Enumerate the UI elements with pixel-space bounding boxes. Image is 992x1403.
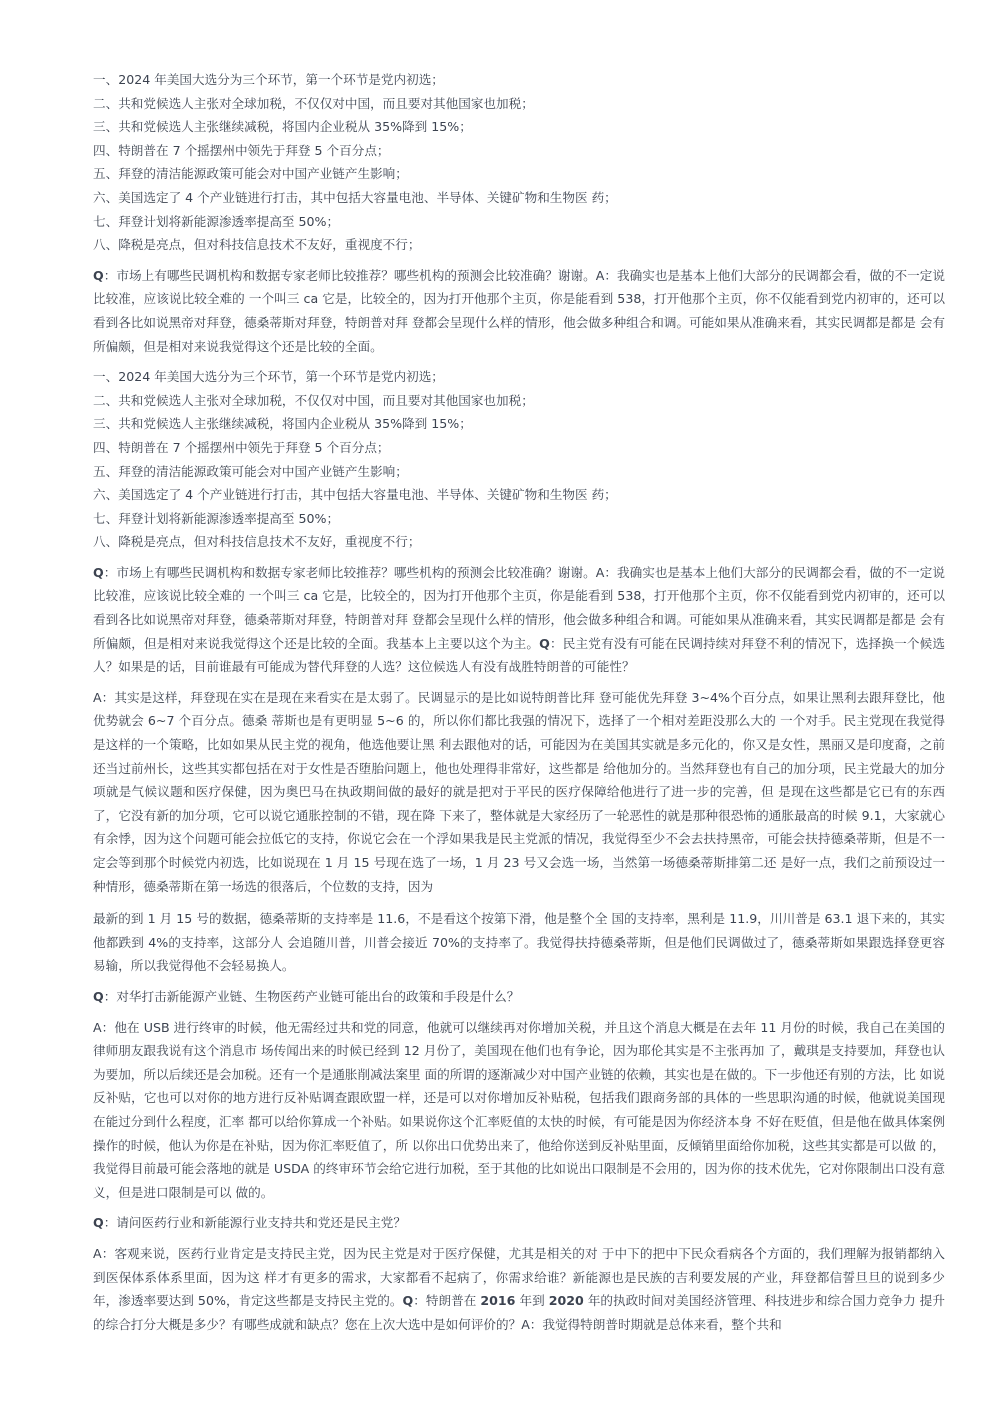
year-end: 2020	[548, 1293, 584, 1309]
question-text: ：对华打击新能源产业链、生物医药产业链可能出台的政策和手段是什么？	[103, 988, 520, 1004]
list-item: 二、共和党候选人主张对全球加税，不仅仅对中国，而且要对其他国家也加税；	[93, 95, 534, 111]
summary-list-1	[93, 68, 945, 257]
list-item: 七、拜登计划将新能源渗透率提高至 50%；	[93, 510, 340, 526]
qa-text: ：市场上有哪些民调机构和数据专家老师比较推荐？哪些机构的预测会比较准确？谢谢。A：我确实也是基本上他们大部分的民调都会看，做的不一定说比较准，应该说比较全难的 一个叫三 ca 它是，比较全的，因为打开他那个主页，你是能看到 538，打开他那个主页，你不仅能看到党内初审的，还可以看到各比如说黑帝对拜登，德桑蒂斯对拜登，特朗普对拜 登都会呈现什么样的情形，他会做多种组合和调。可能如果从准确来看，其实民调都是都是 会有所偏颇，但是相对来说我觉得这个还是比较的全面。我基本上主要以这个为主。	[93, 564, 945, 651]
question-text: ：请问医药行业和新能源行业支持共和党还是民主党？	[103, 1215, 406, 1231]
list-item: 三、共和党候选人主张继续减税，将国内企业税从 35%降到 15%；	[93, 416, 472, 432]
question-paragraph-3	[93, 985, 945, 1009]
list-item: 四、特朗普在 7 个摇摆州中领先于拜登 5 个百分点；	[93, 439, 390, 455]
list-item: 六、美国选定了 4 个产业链进行打击，其中包括大容量电池、半导体、关键矿物和生物医 药；	[93, 189, 617, 205]
list-item: 四、特朗普在 7 个摇摆州中领先于拜登 5 个百分点；	[93, 142, 390, 158]
qa-paragraph-2	[93, 561, 945, 679]
list-item: 二、共和党候选人主张对全球加税，不仅仅对中国，而且要对其他国家也加税；	[93, 392, 534, 408]
list-item: 八、降税是亮点，但对科技信息技术不友好，重视度不行；	[93, 237, 421, 253]
question-text: ：特朗普在	[413, 1293, 481, 1309]
qa-paragraph-1	[93, 264, 945, 358]
year-start: 2016	[480, 1293, 516, 1309]
question-text: 年到	[515, 1293, 549, 1309]
document-body	[93, 68, 945, 1336]
question-marker: Q	[539, 635, 550, 651]
answer-paragraph-4	[93, 1242, 945, 1336]
list-item: 一、2024 年美国大选分为三个环节，第一个环节是党内初选；	[93, 72, 444, 87]
question-marker: Q	[93, 1215, 104, 1231]
question-text: 年的执政时间对美国经济管理、科技进步和综合国力竞争力 提升的综合打分大概是多少？有哪些成就和缺点？您在上次大选中是如何评价的？A：我觉得特朗普时期就是总体来看，整个共和	[93, 1293, 946, 1332]
list-item: 八、降税是亮点，但对科技信息技术不友好，重视度不行；	[93, 534, 421, 550]
list-item: 三、共和党候选人主张继续减税，将国内企业税从 35%降到 15%；	[93, 119, 472, 135]
summary-list-2	[93, 365, 945, 554]
question-marker: Q	[93, 988, 104, 1004]
answer-text: A：客观来说，医药行业肯定是支持民主党，因为民主党是对于医疗保健，尤其是相关的对 于中下的把中下民众看病各个方面的，我们理解为报销都纳入到医保体系体系里面，因为这 样才有更多的需求，大家都看不起病了，你需求给谁？新能源也是民族的吉利要发展的产业，拜登都信誓旦旦的说到多少年，渗透率要达到 50%，肯定这些都是支持民主党的。	[93, 1245, 945, 1309]
list-item: 七、拜登计划将新能源渗透率提高至 50%；	[93, 213, 340, 229]
answer-paragraph-2: 最新的到 1 月 15 号的数据，德桑蒂斯的支持率是 11.6，不是看这个按第下滑，他是整个全 国的支持率，黑利是 11.9，川川普是 63.1 退下来的，其实他都跌到 4%的支持率，这部分人 会追随川普，川普会接近 70%的支持率了。我觉得扶持德桑蒂斯，但是他们民调做过了，德桑蒂斯如果跟选择登更容易输，所以我觉得他不会轻易换人。	[93, 911, 945, 974]
question-marker: Q	[402, 1293, 414, 1309]
qa-text: ：民主党有没有可能在民调持续对拜登不利的情况下，选择换一个候选人？如果是的话，目前谁最有可能成为替代拜登的人选？这位候选人有没有战胜特朗普的可能性？	[93, 635, 946, 675]
list-item: 五、拜登的清洁能源政策可能会对中国产业链产生影响；	[93, 463, 408, 479]
question-marker: Q	[93, 564, 104, 580]
qa-text: ：市场上有哪些民调机构和数据专家老师比较推荐？哪些机构的预测会比较准确？谢谢。A：我确实也是基本上他们大部分的民调都会看，做的不一定说比较准，应该说比较全难的 一个叫三 ca 它是，比较全的，因为打开他那个主页，你是能看到 538，打开他那个主页，你不仅能看到党内初审的，还可以看到各比如说黑帝对拜登，德桑蒂斯对拜登，特朗普对拜 登都会呈现什么样的情形，他会做多种组合和调。可能如果从准确来看，其实民调都是都是 会有所偏颇，但是相对来说我觉得这个还是比较的全面。	[93, 267, 945, 354]
answer-paragraph-1: A：其实是这样，拜登现在实在是现在来看实在是太弱了。民调显示的是比如说特朗普比拜 登可能优先拜登 3~4%个百分点，如果让黑利去跟拜登比，他优势就会 6~7 个百分点。德桑 蒂斯也是有更明显 5~6 的，所以你们都比我强的情况下，选择了一个相对差距没那么大的 一个对手。民主党现在我觉得是这样的一个策略，比如如果从民主党的视角，他选他要让黑 利去跟他对的话，可能因为在美国其实就是多元化的，你又是女性，黑丽又是印度裔，之前 还当过前州长，这些其实都包括在对于女性是否堕胎问题上，他也处理得非常好，这些都是 给他加分的。当然拜登也有自己的加分项，民主党最大的加分项就是气候议题和医疗保健，因为奥巴马在执政期间做的最好的就是把对于平民的医疗保障给他进行了进一步的完善，但 是现在这些都是它已有的东西了，它没有新的加分项，它可以说它通胀控制的不错，现在降 下来了，整体就是大家经历了一轮恶性的就是那种很恐怖的通胀最高的时候 9.1，大家就心 有余悸，因为这个问题可能会拉低它的支持，你说它会在一个浮如果我是民主党派的情况，我觉得至少不会去扶持黑帝，可能会扶持德桑蒂斯，但是不一定会等到那个时候党内初选，比如说现在 1 月 15 号现在选了一场，1 月 23 号又会选一场，当然第一场德桑蒂斯排第二还 是好一点，我们之前预设过一种情形，德桑蒂斯在第一场选的很落后，个位数的支持，因为	[93, 689, 945, 894]
list-item: 六、美国选定了 4 个产业链进行打击，其中包括大容量电池、半导体、关键矿物和生物医 药；	[93, 487, 617, 503]
question-marker: Q	[93, 267, 104, 283]
list-item: 五、拜登的清洁能源政策可能会对中国产业链产生影响；	[93, 166, 408, 182]
answer-paragraph-3: A：他在 USB 进行终审的时候，他无需经过共和党的同意，他就可以继续再对你增加关税，并且这个消息大概是在去年 11 月份的时候，我自己在美国的律师朋友跟我说有这个消息市 场传闻出来的时候已经到 12 月份了，美国现在他们也有争论，因为耶伦其实是不主张再加 了，戴琪是支持要加，拜登也认为要加，所以后续还是会加税。还有一个是通胀削减法案里 面的所谓的逐渐减少对中国产业链的依赖，其实也是在做的。下一步他还有别的方法，比 如说反补贴，它也可以对你的地方进行反补贴调查跟欧盟一样，还是可以对你增加反补贴税，包括我们跟商务部的具体的一些思职沟通的时候，他就说美国现在能过分到什么程度，汇率 都可以给你算成一个补贴。如果说你这个汇率贬值的太快的时候，有可能是因为你经济本身 不好在贬值，但是他在做具体案例操作的时候，他认为你是在补贴，因为你汇率贬值了，所 以你出口优势出来了，他给你送到反补贴里面，反倾销里面给你加税，这些其实都是可以做 的，我觉得目前最可能会落地的就是 USDA 的终审环节会给它进行加税，至于其他的比如说出口限制是不会用的，因为你的技术优先，它对你限制出口没有意义，但是进口限制是可以 做的。	[93, 1019, 945, 1200]
question-paragraph-4	[93, 1211, 945, 1235]
list-item: 一、2024 年美国大选分为三个环节，第一个环节是党内初选；	[93, 369, 444, 385]
